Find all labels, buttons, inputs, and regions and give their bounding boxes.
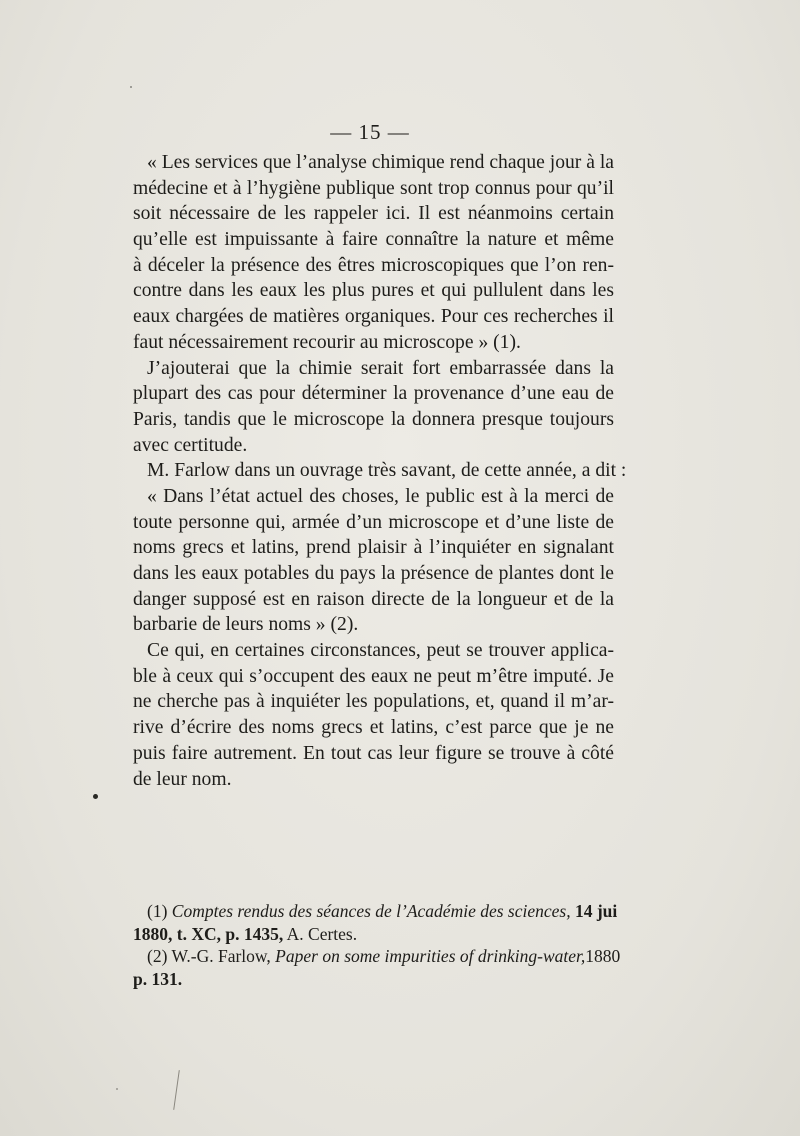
footnote-1-title: Comptes rendus des séances de l’Académie des sciences, [171, 901, 571, 921]
text-line: dans les eaux potables du pays la présence de plantes dont le [133, 563, 614, 584]
text-line: Paris, tandis que le microscope la donnera presque toujours [133, 408, 614, 430]
footnote-2-marker: (2) [147, 946, 168, 966]
text-line: contre dans les eaux les plus pures et qui pullulent dans les [133, 280, 614, 302]
footnote-1-author: A. Certes. [286, 923, 358, 944]
text-line: faut nécessairement recourir au microscope » (1). [133, 331, 521, 353]
footnote-2-page: p. 131. [133, 968, 183, 989]
footnote-1-date: 14 jui [574, 901, 618, 921]
ink-speck [116, 1088, 118, 1090]
text-line: noms grecs et latins, prend plaisir à l’inquiéter en signalant [133, 537, 614, 559]
text-line: Ce qui, en certaines circonstances, peut se trouver applica- [147, 640, 614, 662]
ink-speck [130, 86, 132, 88]
text-line: « Dans l’état actuel des choses, le public est à la merci de [147, 485, 614, 507]
page-number: — 15 — [330, 120, 410, 144]
text-line: soit nécessaire de les rappeler ici. Il est néanmoins certain [133, 203, 614, 225]
text-line: médecine et à l’hygiène publique sont trop connus pour qu’il [133, 177, 614, 199]
footnote-1-reference: 1880, t. XC, p. 1435, [133, 923, 284, 944]
footnote-2-line-2 [133, 968, 653, 991]
footnote-2-year: 1880 [585, 946, 621, 966]
text-line: M. Farlow dans un ouvrage très savant, de cette année, a dit : [147, 460, 627, 482]
text-line: eaux chargées de matières organiques. Pour ces recherches il [133, 306, 614, 328]
body-text [133, 150, 627, 792]
text-line: rive d’écrire des noms grecs et latins, c’est parce que je ne [133, 717, 614, 739]
footnote-1-marker: (1) [147, 901, 168, 921]
text-line: ne cherche pas à inquiéter les populations, et, quand il m’ar- [133, 691, 614, 713]
text-line: toute personne qui, armée d’un microscope et d’une liste de [133, 511, 614, 533]
text-line: « Les services que l’analyse chimique rend chaque jour à la [147, 152, 614, 173]
footnotes [133, 900, 653, 990]
text-line: à déceler la présence des êtres microscopiques que l’on ren- [133, 254, 614, 276]
text-line: J’ajouterai que la chimie serait fort embarrassée dans la [147, 357, 614, 379]
text-line: qu’elle est impuissante à faire connaître la nature et même [133, 229, 614, 251]
text-line: ble à ceux qui s’occupent des eaux ne peut m’être imputé. Je [133, 665, 614, 687]
text-line: plupart des cas pour déterminer la provenance d’une eau de [133, 383, 614, 405]
text-line: barbarie de leurs noms » (2). [133, 614, 359, 636]
footnote-1-line-2 [133, 923, 653, 946]
ink-speck [93, 794, 98, 799]
text-line: de leur nom. [133, 768, 232, 790]
footnote-2-title: Paper on some impurities of drinking-water, [275, 946, 586, 966]
footnote-1-line-1 [133, 900, 653, 923]
paper-scratch [173, 1070, 180, 1110]
text-line: danger supposé est en raison directe de la longueur et de la [133, 588, 614, 610]
footnote-2-author: W.-G. Farlow, [171, 946, 271, 966]
text-line: avec certitude. [133, 434, 248, 456]
footnote-2-line-1 [133, 945, 653, 968]
text-line: puis faire autrement. En tout cas leur figure se trouve à côté [133, 742, 614, 764]
